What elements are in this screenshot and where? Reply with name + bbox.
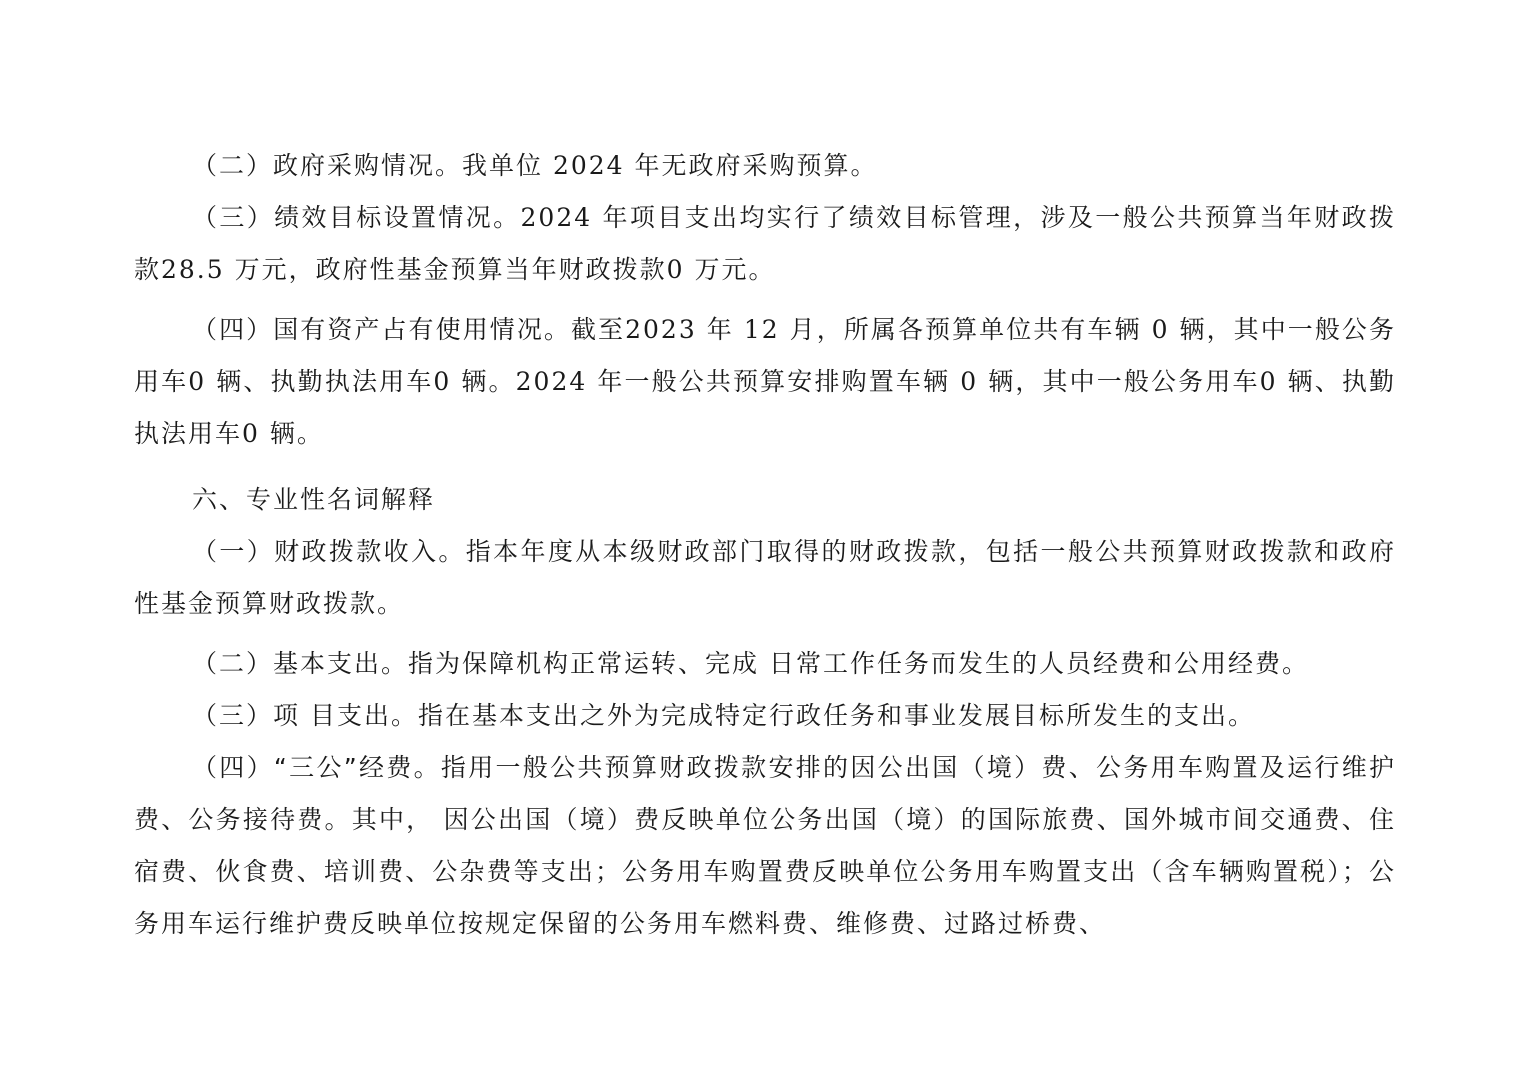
paragraph-government-procurement [134,140,1396,192]
paragraph-lead: （二）政府采购情况 [192,151,436,180]
paragraph-performance-goals [134,192,1396,296]
definition-term: （四）“三公”经费 [192,753,414,782]
definition-fiscal-appropriation [134,526,1396,630]
paragraph-text: 。2024 年项目支出均实行了绩效目标管理，涉及一般公共预算当年财政拨款28.5 万元，政府性基金预算当年财政拨款0 万元。 [134,203,1396,284]
definition-term: （二）基本支出 [192,649,382,678]
paragraph-lead: （四）国有资产占有使用情况 [192,315,544,344]
definition-project-expenditure [134,690,1396,742]
definition-basic-expenditure [134,638,1396,690]
paragraph-text: 。我单位 2024 年无政府采购预算。 [435,151,878,180]
paragraph-text: 。截至2023 年 12 月，所属各预算单位共有车辆 0 辆，其中一般公务用车0 辆、执勤执法用车0 辆。2024 年一般公共预算安排购置车辆 0 辆，其中一般公务用车0 辆、执勤执法用车0 辆。 [134,315,1396,448]
definition-text: 。指用一般公共预算财政拨款安排的因公出国（境）费、公务用车购置及运行维护费、公务接待费。其中， 因公出国（境）费反映单位公务出国（境）的国际旅费、国外城市间交通费、住宿费、伙食费、培训费、公杂费等支出；公务用车购置费反映单位公务用车购置支出（含车辆购置税）；公务用车运行维护费反映单位按规定保留的公务用车燃料费、维修费、过路过桥费、 [134,753,1397,938]
definition-term: （三）项 目支出 [192,701,391,730]
definition-text: 。指为保障机构正常运转、完成 日常工作任务而发生的人员经费和公用经费。 [381,649,1309,678]
paragraph-lead: （三）绩效目标设置情况 [192,203,494,232]
section-heading: 六、专业性名词解释 [192,485,436,514]
definition-three-public-expenses [134,742,1396,950]
definition-text: 。指本年度从本级财政部门取得的财政拨款，包括一般公共预算财政拨款和政府性基金预算财政拨款。 [134,537,1396,618]
definition-term: （一）财政拨款收入 [192,537,439,566]
definition-text: 。指在基本支出之外为完成特定行政任务和事业发展目标所发生的支出。 [390,701,1255,730]
paragraph-state-assets [134,304,1396,460]
document-page [134,140,1396,950]
